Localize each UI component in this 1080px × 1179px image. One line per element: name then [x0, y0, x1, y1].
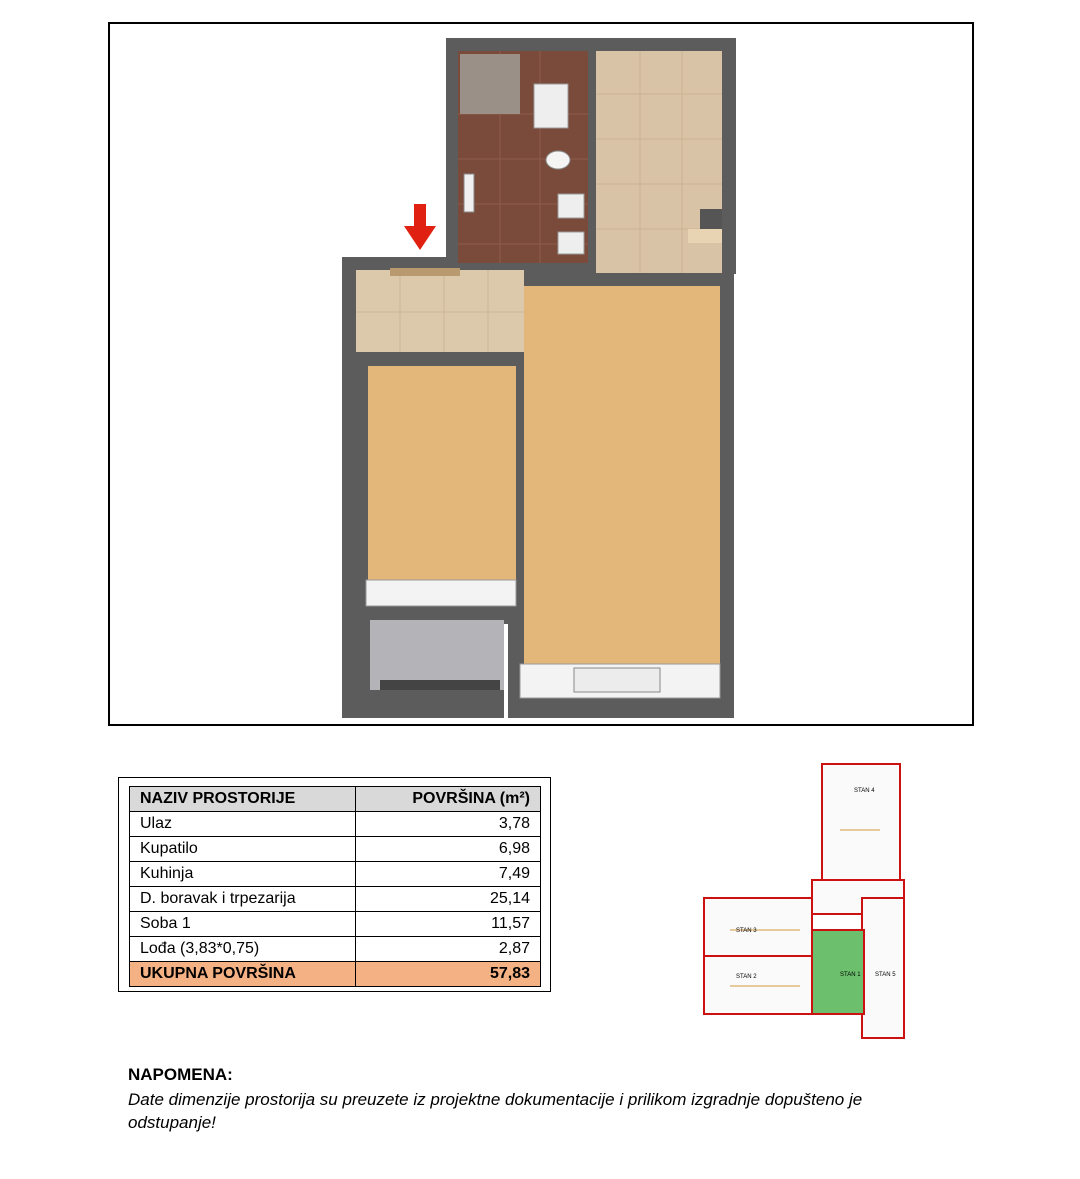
note-block [128, 1063, 928, 1134]
kitchen-counter [688, 229, 722, 243]
key-plan-label-stan5: STAN 5 [875, 972, 896, 978]
radiator-bath [464, 174, 474, 212]
loggia-floor [370, 620, 504, 690]
key-plan-label-stan4: STAN 4 [854, 788, 875, 794]
bedroom-floor [368, 366, 516, 580]
key-plan-stan2-outline [704, 956, 812, 1014]
room-name: Kuhinja [130, 862, 356, 887]
living-floor [524, 286, 720, 664]
room-table [129, 786, 541, 987]
room-area: 3,78 [356, 812, 541, 837]
bedroom-wall-top [354, 356, 520, 364]
header-room-name: NAZIV PROSTORIJE [130, 787, 356, 812]
key-plan [700, 760, 910, 1045]
key-plan-drawing [700, 760, 910, 1045]
note-title: NAPOMENA: [128, 1065, 233, 1084]
loggia-rail [380, 680, 500, 690]
room-area-table [118, 777, 551, 992]
key-plan-stan4-outline [822, 764, 900, 882]
table-header-row [130, 787, 541, 812]
key-plan-label-stan2: STAN 2 [736, 974, 757, 980]
key-plan-stan3-outline [704, 898, 812, 956]
floor-plan-frame [108, 22, 974, 726]
bathroom-cabinet [558, 232, 584, 254]
shower-area [460, 54, 520, 114]
bathroom-sink [558, 194, 584, 218]
room-name: Soba 1 [130, 912, 356, 937]
entrance-floor [356, 270, 524, 352]
table-row [130, 912, 541, 937]
bath-kitchen-wall [588, 51, 596, 273]
room-name: Kupatilo [130, 837, 356, 862]
bedroom-wall-right [516, 356, 524, 606]
table-row [130, 812, 541, 837]
entrance-door [390, 268, 460, 276]
total-area: 57,83 [356, 962, 541, 987]
room-area: 2,87 [356, 937, 541, 962]
bedroom-window [366, 580, 516, 606]
room-area: 6,98 [356, 837, 541, 862]
room-area: 25,14 [356, 887, 541, 912]
room-name: Ulaz [130, 812, 356, 837]
header-area: POVRŠINA (m²) [356, 787, 541, 812]
table-row [130, 937, 541, 962]
toilet [546, 151, 570, 169]
room-name: D. boravak i trpezarija [130, 887, 356, 912]
total-label: UKUPNA POVRŠINA [130, 962, 356, 987]
table-total-row [130, 962, 541, 987]
key-plan-label-stan3: STAN 3 [736, 928, 757, 934]
entrance-arrow-icon [404, 204, 436, 250]
washing-machine [534, 84, 568, 128]
room-area: 11,57 [356, 912, 541, 937]
room-area: 7,49 [356, 862, 541, 887]
room-name: Lođa (3,83*0,75) [130, 937, 356, 962]
floor-plan-drawing [110, 24, 972, 724]
table-row [130, 887, 541, 912]
key-plan-stan5-outline [862, 898, 904, 1038]
table-row [130, 862, 541, 887]
living-balcony-door [574, 668, 660, 692]
table-row [130, 837, 541, 862]
note-body: Date dimenzije prostorija su preuzete iz projektne dokumentacije i prilikom izgradnje dopušteno je odstupanje! [128, 1090, 863, 1132]
key-plan-label-stan1: STAN 1 [840, 972, 861, 978]
